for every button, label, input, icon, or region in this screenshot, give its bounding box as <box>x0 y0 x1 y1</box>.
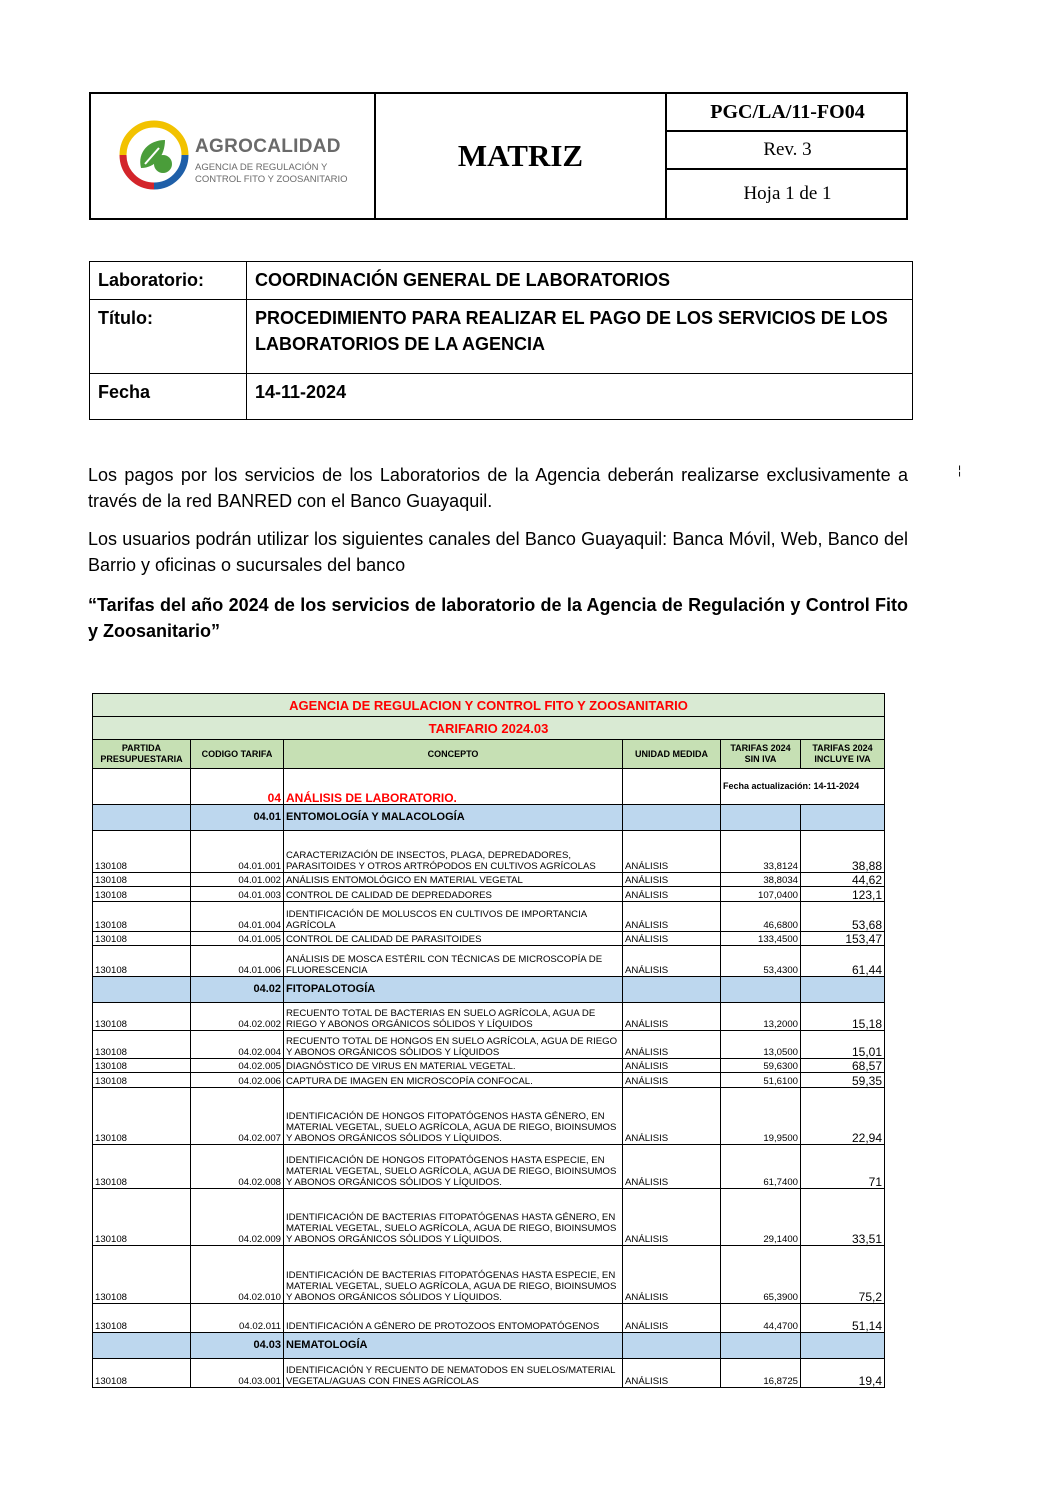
document-revision: Rev. 3 <box>667 132 908 170</box>
group-partida <box>93 1333 191 1359</box>
cell-con-iva: 22,94 <box>801 1088 885 1145</box>
cell-codigo: 04.02.008 <box>191 1145 284 1189</box>
update-note: Fecha actualización: 14-11-2024 <box>721 769 885 805</box>
group-con-iva <box>801 805 885 831</box>
section-row <box>93 769 885 805</box>
cell-codigo: 04.02.005 <box>191 1059 284 1073</box>
table-banner-agency: AGENCIA DE REGULACION Y CONTROL FITO Y ZOOSANITARIO <box>93 694 885 717</box>
group-unidad <box>623 1333 721 1359</box>
group-row <box>93 805 885 831</box>
cell-codigo: 04.01.003 <box>191 887 284 902</box>
cell-codigo: 04.01.005 <box>191 932 284 946</box>
cell-concepto: ANÁLISIS ENTOMOLÓGICO EN MATERIAL VEGETAL <box>284 873 623 887</box>
cell-con-iva: 33,51 <box>801 1189 885 1246</box>
cell-con-iva: 44,62 <box>801 873 885 887</box>
group-code: 04.03 <box>191 1333 284 1359</box>
cell-codigo: 04.02.006 <box>191 1073 284 1088</box>
header-sin-iva: TARIFAS 2024 SIN IVA <box>721 740 801 769</box>
table-row <box>93 1359 885 1388</box>
cell-sin-iva: 33,8124 <box>721 831 801 873</box>
cell-partida: 130108 <box>93 1189 191 1246</box>
cell-unidad: ANÁLISIS <box>623 932 721 946</box>
group-name: FITOPALOTOGÍA <box>284 977 623 1003</box>
document-meta <box>667 94 908 218</box>
section-name: ANÁLISIS DE LABORATORIO. <box>284 769 623 805</box>
cell-con-iva: 38,88 <box>801 831 885 873</box>
header-codigo: CODIGO TARIFA <box>191 740 284 769</box>
cell-sin-iva: 51,6100 <box>721 1073 801 1088</box>
cell-concepto: RECUENTO TOTAL DE HONGOS EN SUELO AGRÍCOLA, AGUA DE RIEGO Y ABONOS ORGÁNICOS SÓLIDOS Y LÍQUIDOS <box>284 1031 623 1059</box>
group-con-iva <box>801 1333 885 1359</box>
cell-unidad: ANÁLISIS <box>623 873 721 887</box>
document-code: PGC/LA/11-FO04 <box>667 94 908 132</box>
table-row <box>93 1189 885 1246</box>
header-unidad: UNIDAD MEDIDA <box>623 740 721 769</box>
cell-codigo: 04.02.004 <box>191 1031 284 1059</box>
cell-con-iva: 51,14 <box>801 1304 885 1333</box>
document-sheet: Hoja 1 de 1 <box>743 183 832 204</box>
cell-concepto: IDENTIFICACIÓN Y RECUENTO DE NEMATODOS EN SUELOS/MATERIAL VEGETAL/AGUAS CON FINES AGRÍCOLAS <box>284 1359 623 1388</box>
document-header <box>89 92 908 220</box>
agrocalidad-logo-icon <box>119 120 189 190</box>
cell-partida: 130108 <box>93 1073 191 1088</box>
cell-con-iva: 53,68 <box>801 902 885 932</box>
cell-partida: 130108 <box>93 831 191 873</box>
table-row <box>93 1145 885 1189</box>
table-row <box>93 1088 885 1145</box>
cell-partida: 130108 <box>93 1059 191 1073</box>
table-header-row <box>93 740 885 769</box>
cell-codigo: 04.01.001 <box>191 831 284 873</box>
cell-partida: 130108 <box>93 902 191 932</box>
section-partida <box>93 769 191 805</box>
cell-sin-iva: 107,0400 <box>721 887 801 902</box>
cell-unidad: ANÁLISIS <box>623 1145 721 1189</box>
table-row <box>93 1031 885 1059</box>
cell-concepto: IDENTIFICACIÓN DE BACTERIAS FITOPATÓGENAS HASTA ESPECIE, EN MATERIAL VEGETAL, SUELO AGRÍCOLA, AGUA DE RIEGO, BIOINSUMOS Y ABONOS ORGÁNICOS SÓLIDOS Y LÍQUIDOS. <box>284 1246 623 1304</box>
table-row <box>93 946 885 977</box>
cell-unidad: ANÁLISIS <box>623 1088 721 1145</box>
cell-partida: 130108 <box>93 1145 191 1189</box>
cell-con-iva: 71 <box>801 1145 885 1189</box>
side-mark: ¦ <box>958 463 962 477</box>
cell-sin-iva: 61,7400 <box>721 1145 801 1189</box>
cell-unidad: ANÁLISIS <box>623 1031 721 1059</box>
cell-unidad: ANÁLISIS <box>623 887 721 902</box>
cell-unidad: ANÁLISIS <box>623 1003 721 1031</box>
cell-concepto: CONTROL DE CALIDAD DE DEPREDADORES <box>284 887 623 902</box>
cell-codigo: 04.02.010 <box>191 1246 284 1304</box>
logo-name: AGROCALIDAD <box>195 136 341 157</box>
group-name: NEMATOLOGÍA <box>284 1333 623 1359</box>
title-label: Título: <box>90 300 247 374</box>
cell-partida: 130108 <box>93 887 191 902</box>
group-row <box>93 1333 885 1359</box>
cell-unidad: ANÁLISIS <box>623 1189 721 1246</box>
cell-concepto: DIAGNÓSTICO DE VIRUS EN MATERIAL VEGETAL. <box>284 1059 623 1073</box>
cell-codigo: 04.02.007 <box>191 1088 284 1145</box>
cell-codigo: 04.02.002 <box>191 1003 284 1031</box>
cell-sin-iva: 44,4700 <box>721 1304 801 1333</box>
group-code: 04.01 <box>191 805 284 831</box>
cell-concepto: IDENTIFICACIÓN A GÉNERO DE PROTOZOOS ENTOMOPATÓGENOS <box>284 1304 623 1333</box>
group-name: ENTOMOLOGÍA Y MALACOLOGÍA <box>284 805 623 831</box>
cell-partida: 130108 <box>93 873 191 887</box>
table-row <box>93 902 885 932</box>
table-row <box>93 1059 885 1073</box>
cell-concepto: IDENTIFICACIÓN DE MOLUSCOS EN CULTIVOS DE IMPORTANCIA AGRÍCOLA <box>284 902 623 932</box>
cell-sin-iva: 16,8725 <box>721 1359 801 1388</box>
document-title: MATRIZ <box>376 94 667 218</box>
cell-concepto: IDENTIFICACIÓN DE HONGOS FITOPATÓGENOS HASTA ESPECIE, EN MATERIAL VEGETAL, SUELO AGRÍCOLA, AGUA DE RIEGO, BIOINSUMOS Y ABONOS ORGÁNICOS SÓLIDOS Y LÍQUIDOS. <box>284 1145 623 1189</box>
cell-partida: 130108 <box>93 1031 191 1059</box>
cell-partida: 130108 <box>93 1304 191 1333</box>
cell-partida: 130108 <box>93 1246 191 1304</box>
cell-partida: 130108 <box>93 946 191 977</box>
cell-concepto: RECUENTO TOTAL DE BACTERIAS EN SUELO AGRÍCOLA, AGUA DE RIEGO Y ABONOS ORGÁNICOS SÓLIDOS Y LÍQUIDOS <box>284 1003 623 1031</box>
cell-codigo: 04.02.011 <box>191 1304 284 1333</box>
cell-concepto: CAPTURA DE IMAGEN EN MICROSCOPÍA CONFOCAL. <box>284 1073 623 1088</box>
table-row <box>93 1304 885 1333</box>
cell-sin-iva: 19,9500 <box>721 1088 801 1145</box>
group-row <box>93 977 885 1003</box>
cell-con-iva: 61,44 <box>801 946 885 977</box>
table-banner-tariff: TARIFARIO 2024.03 <box>93 717 885 740</box>
group-code: 04.02 <box>191 977 284 1003</box>
cell-concepto: IDENTIFICACIÓN DE BACTERIAS FITOPATÓGENAS HASTA GÉNERO, EN MATERIAL VEGETAL, SUELO AGRÍCOLA, AGUA DE RIEGO, BIOINSUMOS Y ABONOS ORGÁNICOS SÓLIDOS Y LÍQUIDOS. <box>284 1189 623 1246</box>
cell-sin-iva: 65,3900 <box>721 1246 801 1304</box>
cell-codigo: 04.03.001 <box>191 1359 284 1388</box>
cell-codigo: 04.01.004 <box>191 902 284 932</box>
section-code: 04 <box>191 769 284 805</box>
cell-con-iva: 19,4 <box>801 1359 885 1388</box>
cell-con-iva: 153,47 <box>801 932 885 946</box>
group-sin-iva <box>721 1333 801 1359</box>
cell-con-iva: 68,57 <box>801 1059 885 1073</box>
group-con-iva <box>801 977 885 1003</box>
cell-codigo: 04.01.006 <box>191 946 284 977</box>
group-unidad <box>623 977 721 1003</box>
cell-codigo: 04.02.009 <box>191 1189 284 1246</box>
logo-subtitle: AGENCIA DE REGULACIÓN Y CONTROL FITO Y ZOOSANITARIO <box>195 162 348 185</box>
cell-unidad: ANÁLISIS <box>623 1359 721 1388</box>
cell-unidad: ANÁLISIS <box>623 1246 721 1304</box>
cell-con-iva: 15,01 <box>801 1031 885 1059</box>
cell-concepto: ANÁLISIS DE MOSCA ESTÉRIL CON TÉCNICAS DE MICROSCOPÍA DE FLUORESCENCIA <box>284 946 623 977</box>
cell-unidad: ANÁLISIS <box>623 1059 721 1073</box>
cell-concepto: IDENTIFICACIÓN DE HONGOS FITOPATÓGENOS HASTA GÉNERO, EN MATERIAL VEGETAL, SUELO AGRÍCOLA, AGUA DE RIEGO, BIOINSUMOS Y ABONOS ORGÁNICOS SÓLIDOS Y LÍQUIDOS. <box>284 1088 623 1145</box>
lab-value: COORDINACIÓN GENERAL DE LABORATORIOS <box>247 262 913 300</box>
cell-partida: 130108 <box>93 1088 191 1145</box>
cell-sin-iva: 13,2000 <box>721 1003 801 1031</box>
group-unidad <box>623 805 721 831</box>
tariff-table <box>92 693 885 1388</box>
group-partida <box>93 977 191 1003</box>
table-row <box>93 932 885 946</box>
title-value: PROCEDIMIENTO PARA REALIZAR EL PAGO DE LOS SERVICIOS DE LOS LABORATORIOS DE LA AGENCIA <box>247 300 913 374</box>
date-label: Fecha <box>90 374 247 420</box>
cell-sin-iva: 59,6300 <box>721 1059 801 1073</box>
cell-con-iva: 59,35 <box>801 1073 885 1088</box>
group-partida <box>93 805 191 831</box>
section-unidad <box>623 769 721 805</box>
table-row <box>93 1073 885 1088</box>
cell-unidad: ANÁLISIS <box>623 1304 721 1333</box>
cell-sin-iva: 38,8034 <box>721 873 801 887</box>
table-row <box>93 1003 885 1031</box>
cell-codigo: 04.01.002 <box>191 873 284 887</box>
cell-unidad: ANÁLISIS <box>623 1073 721 1088</box>
info-table <box>89 261 913 420</box>
cell-partida: 130108 <box>93 1003 191 1031</box>
cell-partida: 130108 <box>93 1359 191 1388</box>
cell-unidad: ANÁLISIS <box>623 902 721 932</box>
tariffs-heading: “Tarifas del año 2024 de los servicios de laboratorio de la Agencia de Regulación y Control Fito y Zoosanitario” <box>88 595 908 641</box>
cell-sin-iva: 53,4300 <box>721 946 801 977</box>
cell-concepto: CONTROL DE CALIDAD DE PARASITOIDES <box>284 932 623 946</box>
channels-paragraph: Los usuarios podrán utilizar los siguientes canales del Banco Guayaquil: Banca Móvil, Web, Banco del Barrio y oficinas o sucursales del banco <box>88 529 908 575</box>
group-sin-iva <box>721 805 801 831</box>
cell-partida: 130108 <box>93 932 191 946</box>
cell-con-iva: 15,18 <box>801 1003 885 1031</box>
cell-sin-iva: 13,0500 <box>721 1031 801 1059</box>
cell-sin-iva: 46,6800 <box>721 902 801 932</box>
cell-con-iva: 123,1 <box>801 887 885 902</box>
date-value: 14-11-2024 <box>247 374 913 420</box>
header-partida: PARTIDA PRESUPUESTARIA <box>93 740 191 769</box>
cell-sin-iva: 133,4500 <box>721 932 801 946</box>
table-row <box>93 1246 885 1304</box>
lab-label: Laboratorio: <box>90 262 247 300</box>
group-sin-iva <box>721 977 801 1003</box>
cell-con-iva: 75,2 <box>801 1246 885 1304</box>
cell-unidad: ANÁLISIS <box>623 946 721 977</box>
table-row <box>93 873 885 887</box>
header-con-iva: TARIFAS 2024 INCLUYE IVA <box>801 740 885 769</box>
cell-unidad: ANÁLISIS <box>623 831 721 873</box>
payment-paragraph: Los pagos por los servicios de los Laboratorios de la Agencia deberán realizarse exclusivamente a través de la red BANRED con el Banco Guayaquil. <box>88 465 908 511</box>
cell-concepto: CARACTERIZACIÓN DE INSECTOS, PLAGA, DEPREDADORES, PARASITOIDES Y OTROS ARTRÓPODOS EN CULTIVOS AGRÍCOLAS <box>284 831 623 873</box>
table-row <box>93 831 885 873</box>
logo-cell <box>91 94 376 218</box>
table-row <box>93 887 885 902</box>
header-concepto: CONCEPTO <box>284 740 623 769</box>
cell-sin-iva: 29,1400 <box>721 1189 801 1246</box>
